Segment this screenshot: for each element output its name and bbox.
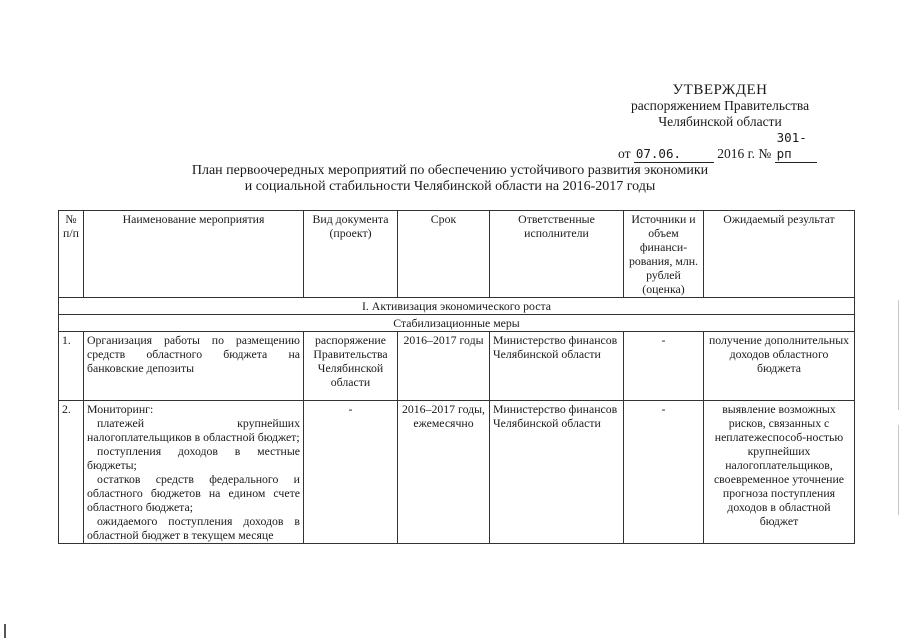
document-title-line2: и социальной стабильности Челябинской области на 2016-2017 годы — [244, 179, 656, 194]
approval-number-line — [600, 130, 840, 163]
row-funding: - — [624, 332, 704, 401]
scan-edge-line — [898, 300, 899, 410]
row-num: 2. — [59, 401, 84, 544]
subsection-row — [59, 315, 855, 332]
header-result: Ожидаемый результат — [704, 211, 855, 298]
scan-edge-line — [898, 425, 899, 515]
scan-margin-mark — [4, 624, 6, 638]
row-exec: Министерство финансов Челябинской области — [490, 332, 624, 401]
approval-number: 301-рп — [775, 130, 817, 163]
approval-line1: распоряжением Правительства — [630, 98, 810, 113]
plan-table — [58, 210, 855, 544]
header-exec: Ответственные исполнители — [490, 211, 624, 298]
section-title: I. Активизация экономического роста — [59, 298, 855, 315]
row-term: 2016–2017 годы — [398, 332, 490, 401]
header-doc: Вид документа (проект) — [304, 211, 398, 298]
monitoring-item: остатков средств федерального и областного бюджетов на едином счете областного бюджета; — [87, 472, 300, 514]
row-result: выявление возможных рисков, связанных с неплатежеспособ-ностью крупнейших налогоплательщиков, своевременное уточнение прогноза поступления доходов в областной бюджет — [704, 401, 855, 544]
row-name: Организация работы по размещению средств областного бюджета на банковские депозиты — [84, 332, 304, 401]
header-term: Срок — [398, 211, 490, 298]
approval-block — [600, 82, 840, 163]
monitoring-item: ожидаемого поступления доходов в областной бюджет в текущем месяце — [87, 514, 300, 542]
header-funding: Источники и объем финанси-рования, млн. рублей (оценка) — [624, 211, 704, 298]
approval-year: 2016 г. № — [717, 146, 772, 161]
row-result: получение дополнительных доходов областного бюджета — [704, 332, 855, 401]
row-doc: распоряжение Правительства Челябинской области — [304, 332, 398, 401]
approval-date: 07.06. — [634, 146, 714, 163]
row-name-cell — [84, 401, 304, 544]
table-row — [59, 401, 855, 544]
header-name: Наименование мероприятия — [84, 211, 304, 298]
date-prefix: от — [618, 146, 631, 161]
table-header-row — [59, 211, 855, 298]
monitoring-title: Мониторинг: — [87, 402, 154, 416]
row-term: 2016–2017 годы, ежемесячно — [398, 401, 490, 544]
row-doc: - — [304, 401, 398, 544]
subsection-title: Стабилизационные меры — [59, 315, 855, 332]
row-num: 1. — [59, 332, 84, 401]
approval-title: УТВЕРЖДЕН — [672, 82, 768, 98]
monitoring-item: поступления доходов в местные бюджеты; — [87, 444, 300, 472]
table-row — [59, 332, 855, 401]
row-exec: Министерство финансов Челябинской области — [490, 401, 624, 544]
section-row — [59, 298, 855, 315]
document-title — [120, 163, 780, 195]
document-title-line1: План первоочередных мероприятий по обеспечению устойчивого развития экономики — [191, 163, 709, 178]
monitoring-item: платежей крупнейших налогоплательщиков в областной бюджет; — [87, 416, 300, 444]
header-num: № п/п — [59, 211, 84, 298]
approval-line2: Челябинской области — [658, 114, 782, 129]
row-funding: - — [624, 401, 704, 544]
